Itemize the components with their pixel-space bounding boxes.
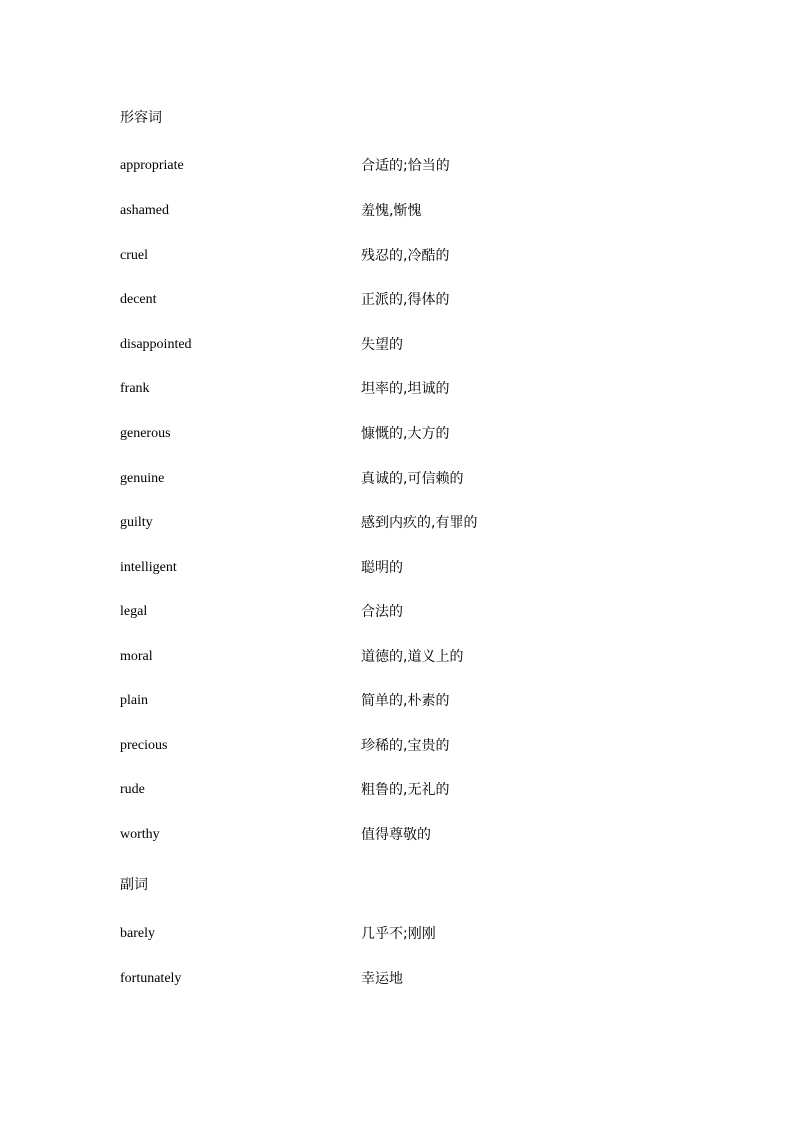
vocab-meaning: 慷慨的,大方的 — [361, 426, 450, 442]
vocab-row — [0, 780, 794, 800]
vocab-meaning: 失望的 — [361, 337, 403, 353]
vocab-word: ashamed — [120, 203, 169, 218]
vocab-row — [0, 924, 794, 944]
vocab-meaning: 聪明的 — [361, 560, 403, 576]
vocab-word: plain — [120, 693, 148, 708]
vocab-word: appropriate — [120, 158, 184, 173]
vocab-row — [0, 290, 794, 310]
vocab-meaning: 羞愧,惭愧 — [361, 203, 422, 219]
vocab-word: rude — [120, 782, 145, 797]
vocab-row — [0, 201, 794, 221]
vocab-word: fortunately — [120, 971, 182, 986]
vocab-meaning: 合法的 — [361, 604, 403, 620]
vocab-meaning: 值得尊敬的 — [361, 827, 431, 843]
vocab-row — [0, 379, 794, 399]
vocab-meaning: 几乎不;刚刚 — [361, 926, 436, 942]
vocab-word: worthy — [120, 827, 160, 842]
vocab-row — [0, 825, 794, 845]
vocab-meaning: 道德的,道义上的 — [361, 649, 464, 665]
vocab-row — [0, 647, 794, 667]
section-heading-adjectives: 形容词 — [120, 110, 162, 126]
vocab-meaning: 残忍的,冷酷的 — [361, 248, 450, 264]
vocab-word: intelligent — [120, 560, 177, 575]
vocab-row — [0, 558, 794, 578]
vocab-word: barely — [120, 926, 155, 941]
vocab-word: disappointed — [120, 337, 192, 352]
vocab-word: moral — [120, 649, 153, 664]
section-heading-adverbs: 副词 — [120, 877, 148, 893]
vocab-row — [0, 602, 794, 622]
vocab-row — [0, 156, 794, 176]
vocab-row — [0, 969, 794, 989]
vocab-row — [0, 469, 794, 489]
vocab-row — [0, 691, 794, 711]
vocab-meaning: 珍稀的,宝贵的 — [361, 738, 450, 754]
vocab-word: legal — [120, 604, 148, 619]
vocab-meaning: 正派的,得体的 — [361, 292, 450, 308]
vocab-meaning: 坦率的,坦诚的 — [361, 381, 450, 397]
vocab-word: precious — [120, 738, 168, 753]
vocab-word: genuine — [120, 471, 165, 486]
vocab-meaning: 简单的,朴素的 — [361, 693, 450, 709]
vocab-meaning: 真诚的,可信赖的 — [361, 471, 464, 487]
vocab-meaning: 感到内疚的,有罪的 — [361, 515, 478, 531]
vocab-row — [0, 513, 794, 533]
vocab-word: decent — [120, 292, 157, 307]
vocab-row — [0, 335, 794, 355]
vocab-row — [0, 246, 794, 266]
vocab-meaning: 粗鲁的,无礼的 — [361, 782, 450, 798]
vocab-meaning: 幸运地 — [361, 971, 403, 987]
vocab-word: generous — [120, 426, 171, 441]
vocab-row — [0, 736, 794, 756]
vocab-meaning: 合适的;恰当的 — [361, 158, 450, 174]
vocab-row — [0, 424, 794, 444]
vocab-word: guilty — [120, 515, 153, 530]
vocab-word: frank — [120, 381, 150, 396]
vocab-word: cruel — [120, 248, 148, 263]
